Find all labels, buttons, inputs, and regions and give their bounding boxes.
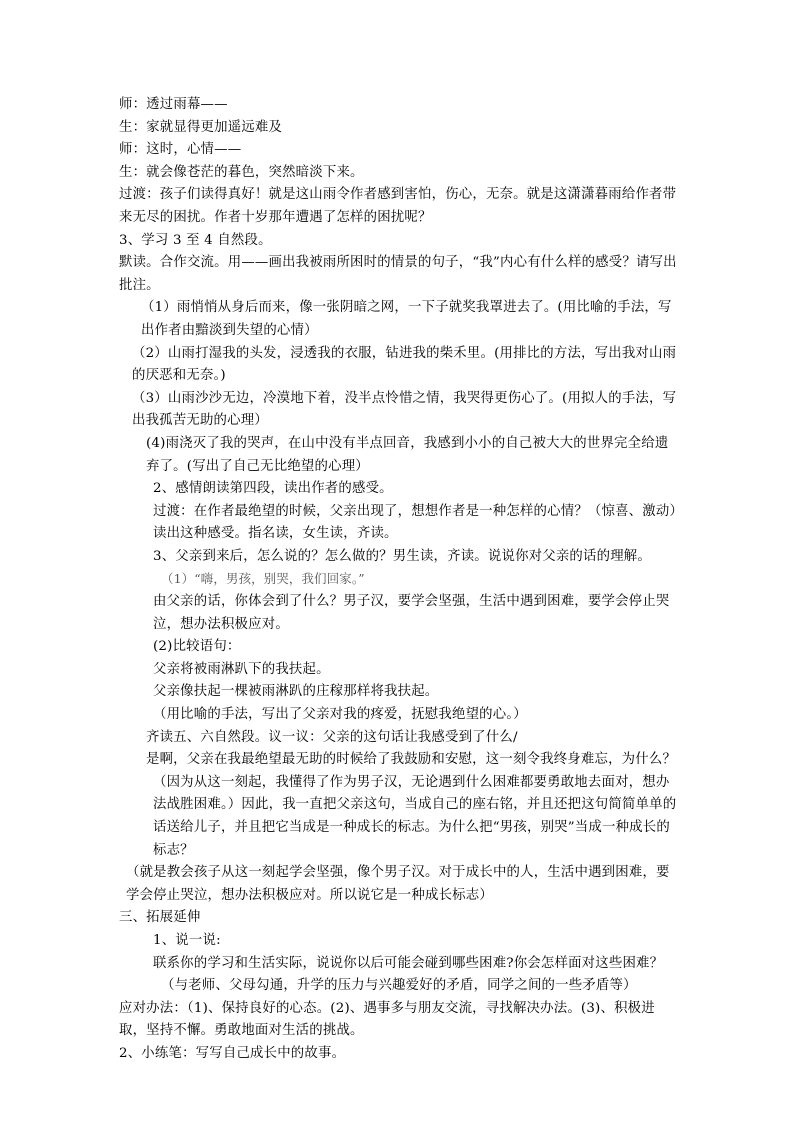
sentence-annotation-1: （1）雨悄悄从身后而来，像一张阴暗之网，一下子就奖我罩进去了。(用比喻的手法，写出作者由黯淡到失望的心情） (141, 300, 672, 338)
transition-paragraph-2: 过渡：在作者最绝望的时候，父亲出现了，想想作者是一种怎样的心情？（惊喜、激动）读出这种感受。指名读，女生读，齐读。 (153, 503, 677, 542)
silent-reading-instruction: 默读。合作交流。用——画出我被雨所困时的情景的句子，“我”内心有什么样的感受？请写出批注。 (119, 255, 677, 293)
growth-explanation: （因为从这一刻起，我懂得了作为男子汉，无论遇到什么困难都要勇敢地去面对，想办法战胜困难。）因此，我一直把父亲这句，当成自己的座右铭，并且还把这句简简单单的话送给儿子，并且把它当成是一种成长的标志。为什么把“男孩，别哭”当成一种成长的标志？ (153, 774, 677, 858)
coping-strategies: 应对办法：（1)、保持良好的心态。(2)、遇事多与朋友交流，寻找解决办法。(3)、积极进取，坚持不懈。勇敢地面对生活的挑战。 (119, 1000, 655, 1039)
father-quote: （1）“嗨，男孩，别哭，我们回家。” (161, 571, 365, 587)
dialogue-teacher-1: 师：透过雨幕—— (119, 97, 228, 112)
activity-2-writing: 2、小练笔：写写自己成长中的故事。 (119, 1045, 346, 1061)
activity-1-prompt: 联系你的学习和生活实际，说说你以后可能会碰到哪些困难?你会怎样面对这些困难？ (153, 955, 664, 971)
sentence-annotation-4: (4)雨浇灭了我的哭声，在山中没有半点回音，我感到小小的自己被大大的世界完全给遗弃了。(写出了自己无比绝望的心理） (146, 435, 669, 474)
growth-answer: （就是教会孩子从这一刻起学会坚强，像个男子汉。对于成长中的人，生活中遇到困难，要学会停止哭泣，想办法积极应对。所以说它是一种成长标志） (126, 865, 670, 903)
sentence-annotation-2: （2）山雨打湿我的头发，浸透我的衣服，钻进我的柴禾里。(用排比的方法，写出我对山雨的厌恶和无奈。) (132, 345, 677, 384)
compare-sentences-heading: (2)比较语句： (153, 639, 241, 655)
step-2-emotional-reading: 2、感情朗读第四段，读出作者的感受。 (153, 481, 393, 497)
section-heading-extension: 三、拓展延伸 (119, 910, 201, 926)
compare-annotation: （用比喻的手法，写出了父亲对我的疼爱，抚慰我绝望的心。） (153, 707, 527, 723)
father-words-meaning: 由父亲的话，你体会到了什么？男子汉，要学会坚强，生活中遇到困难，要学会停止哭泣，想办法积极应对。 (153, 594, 670, 632)
activity-1-heading: 1、说一说: (153, 932, 221, 948)
read-aloud-discussion: 齐读五、六自然段。议一议：父亲的这句话让我感受到了什么/ (146, 729, 518, 745)
dialogue-student-2: 生：就会像苍茫的暮色，突然暗淡下来。 (119, 164, 364, 180)
section-heading-study-3-4: 3、学习 3 至 4 自然段。 (119, 232, 272, 248)
activity-1-examples: （与老师、父母勾通，升学的压力与兴趣爱好的矛盾，同学之间的一些矛盾等） (161, 978, 637, 994)
compare-sentence-2: 父亲像扶起一棵被雨淋趴的庄稼那样将我扶起。 (153, 684, 439, 700)
dialogue-student-1: 生：家就显得更加遥远难及 (119, 119, 283, 135)
dialogue-teacher-2: 师：这时，心情—— (119, 142, 242, 158)
transition-paragraph-1: 过渡：孩子们读得真好！就是这山雨令作者感到害怕，伤心，无奈。就是这潇潇暮雨给作者带来无尽的困扰。作者十岁那年遭遇了怎样的困扰呢？ (119, 187, 677, 225)
step-3-father-arrival: 3、父亲到来后，怎么说的？怎么做的？男生读，齐读。说说你对父亲的话的理解。 (153, 548, 651, 564)
sentence-annotation-3: （3）山雨沙沙无边，冷漠地下着，没半点怜惜之情，我哭得更伤心了。(用拟人的手法，写出我孤苦无助的心理） (132, 390, 677, 429)
lesson-plan-body (119, 94, 679, 1066)
father-encouragement-question: 是啊，父亲在我最绝望最无助的时候给了我鼓励和安慰，这一刻令我终身难忘，为什么？ (146, 752, 677, 768)
compare-sentence-1: 父亲将被雨淋趴下的我扶起。 (153, 661, 330, 677)
